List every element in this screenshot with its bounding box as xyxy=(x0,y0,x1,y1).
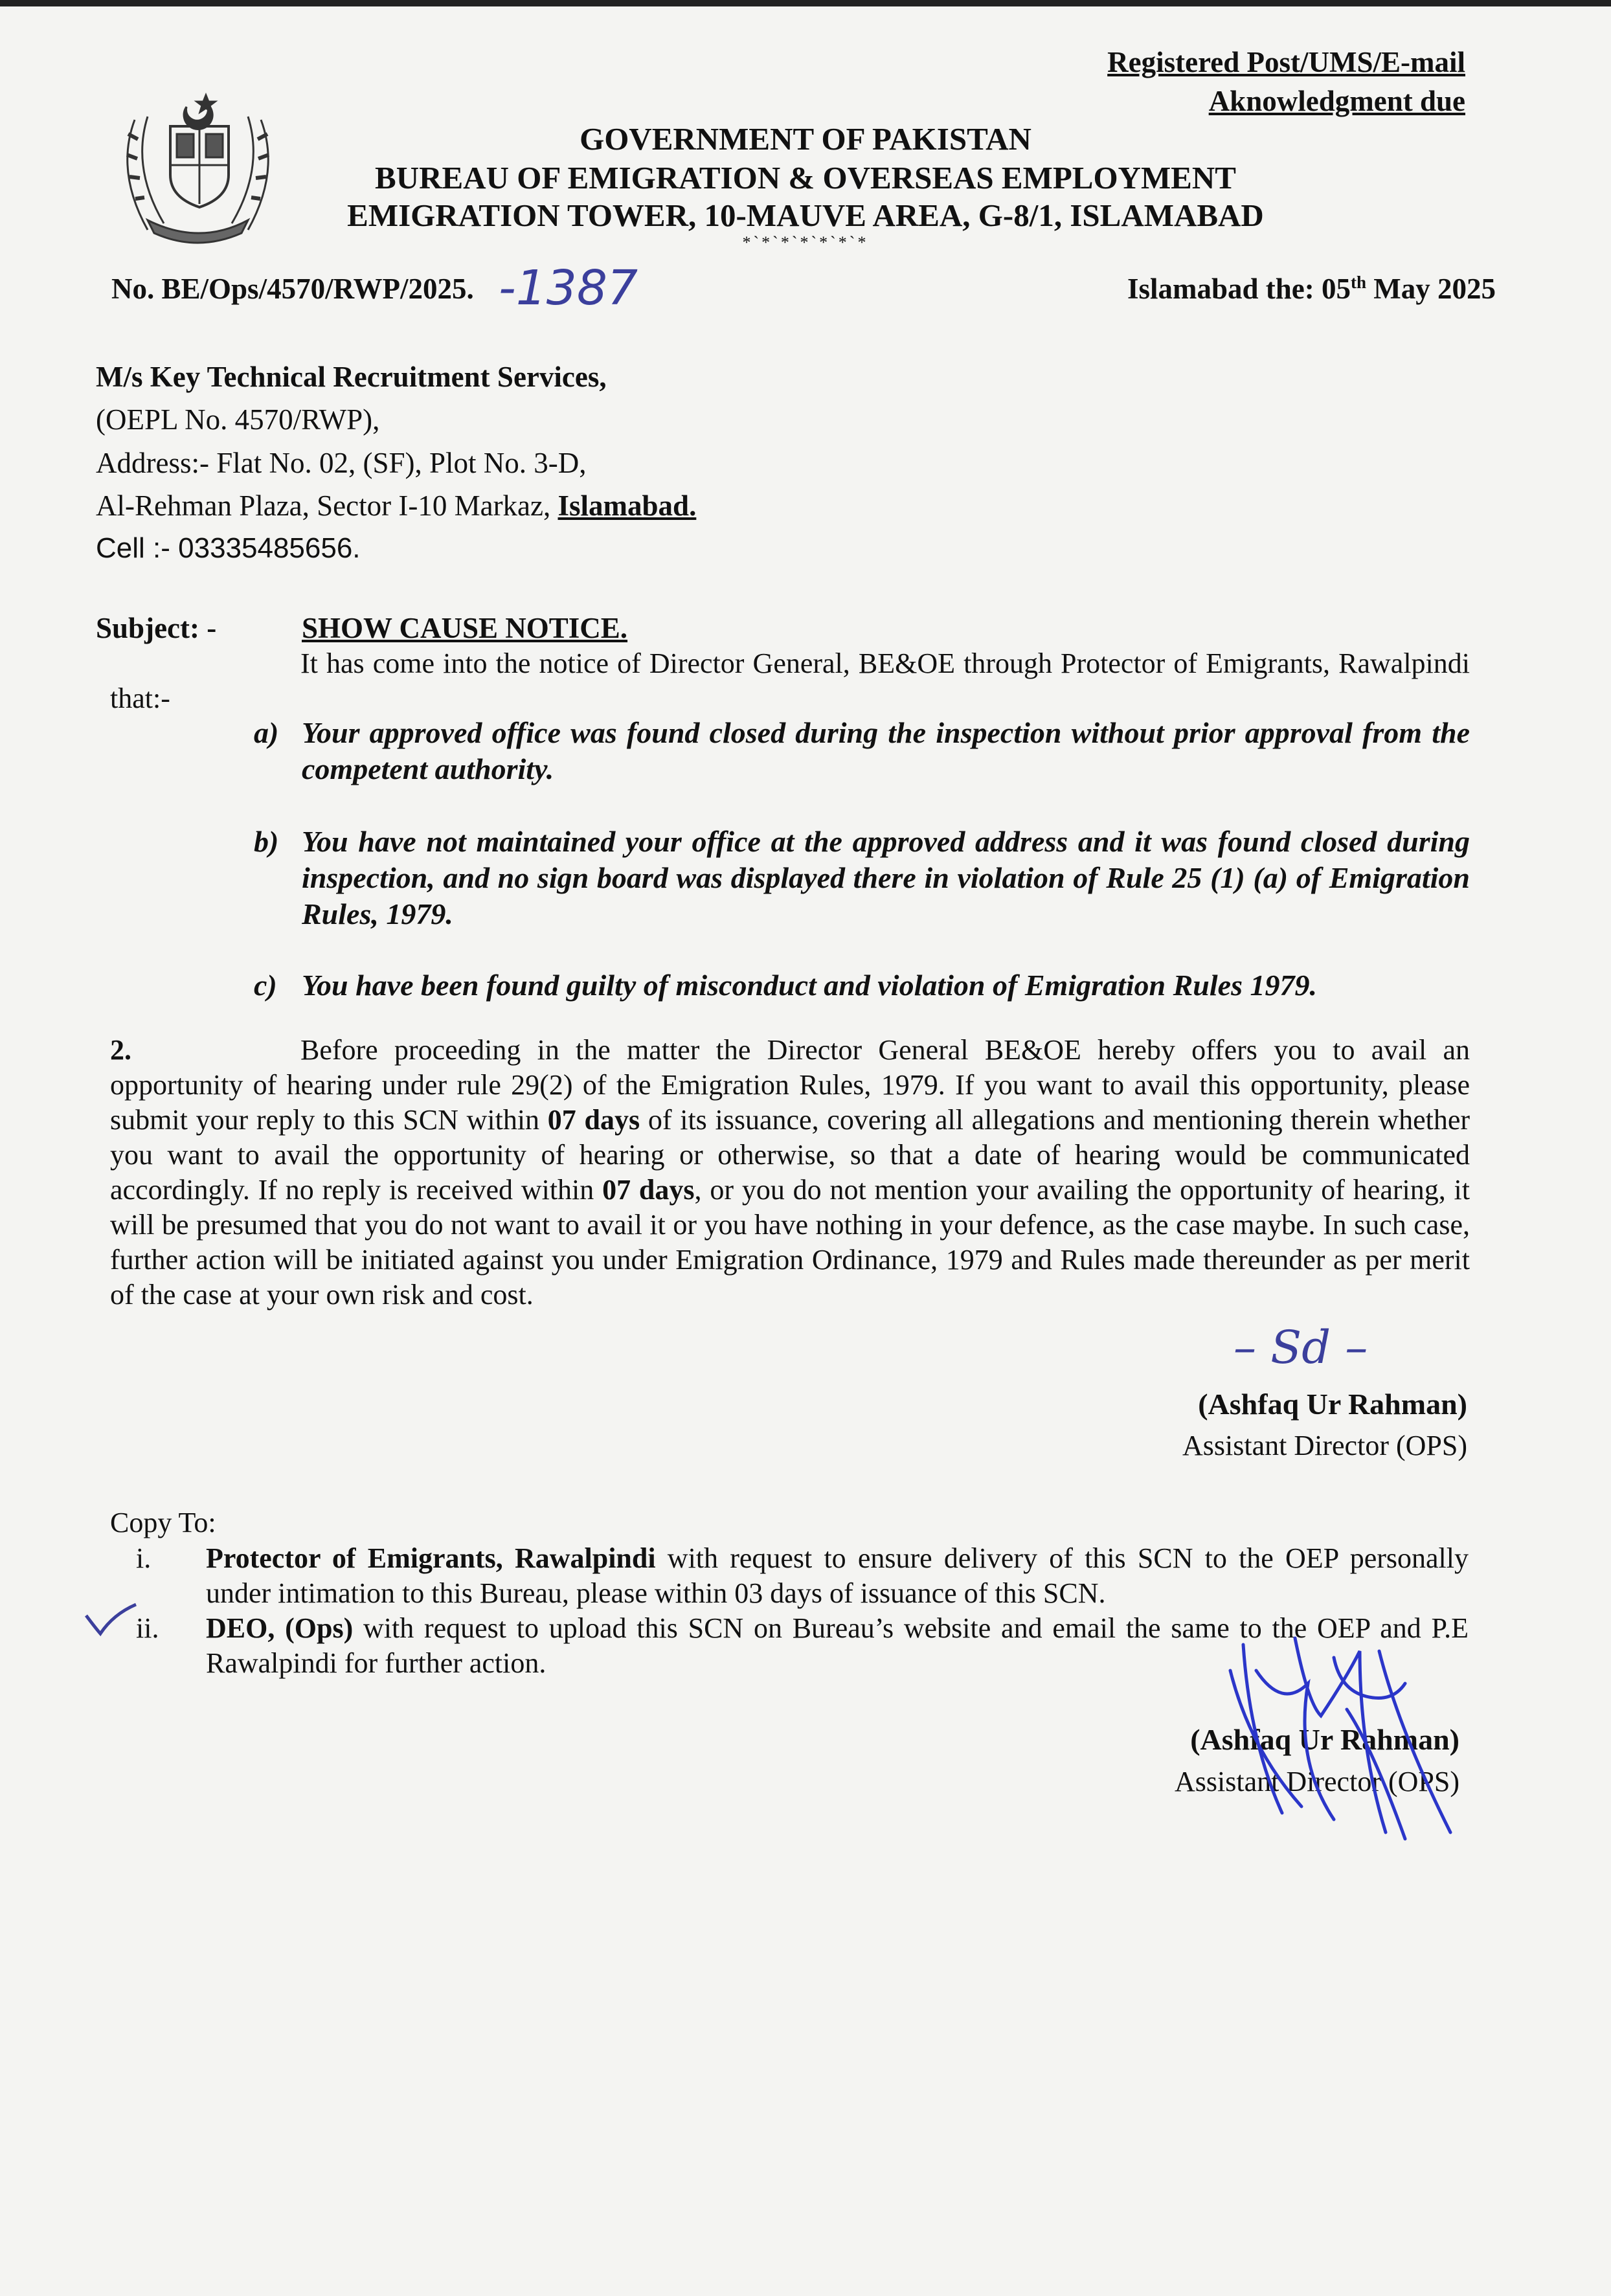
copy-item-number: ii. xyxy=(136,1612,159,1644)
hearing-text-1: Before proceeding in the matter the Director General BE&OE hereby offers you to avail an opportunity of hearing under rule 29(2) of the Emigration Rules, 1979. If you want to avail this opportunity, please submit your reply to this SCN within xyxy=(110,1034,1470,1136)
copy-instruction: with request to ensure delivery of this SCN to the OEP personally under intimation to this Bureau, please within 03 days of issuance of this SCN. xyxy=(206,1542,1469,1609)
header-line-3: EMIGRATION TOWER, 10-MAUVE AREA, G-8/1, ISLAMABAD xyxy=(347,197,1264,233)
copy-item-number: i. xyxy=(136,1542,152,1574)
copy-recipient: DEO, (Ops) xyxy=(206,1612,354,1644)
header-line-2: BUREAU OF EMIGRATION & OVERSEAS EMPLOYMENT xyxy=(375,160,1236,196)
issue-date xyxy=(1127,272,1496,306)
copy-item-i xyxy=(110,1541,1470,1612)
copy-to-label: Copy To: xyxy=(110,1507,216,1538)
addressee-name: M/s Key Technical Recruitment Services, xyxy=(96,361,607,393)
copy-instruction: with request to upload this SCN on Bureau’s website and email the same to the OEP and P.E Rawalpindi for further action. xyxy=(206,1612,1469,1679)
handwritten-sd-mark: – Sd – xyxy=(1234,1321,1368,1374)
allegation-b xyxy=(254,824,1470,934)
date-prefix: Islamabad the: 05 xyxy=(1127,273,1351,305)
allegation-text: You have not maintained your office at the approved address and it was found closed during inspection, and no sign board was displayed there in violation of Rule 25 (1) (a) of Emigration Rules, 1979. xyxy=(302,825,1470,930)
header-line-1: GOVERNMENT OF PAKISTAN xyxy=(580,121,1031,157)
addressee-address-1: Address:- Flat No. 02, (SF), Plot No. 3-D, xyxy=(96,447,587,479)
date-suffix: May 2025 xyxy=(1366,273,1496,305)
allegation-text: You have been found guilty of misconduct and violation of Emigration Rules 1979. xyxy=(302,969,1317,1002)
address-city: Islamabad. xyxy=(558,490,697,522)
deadline-days-1: 07 days xyxy=(547,1104,640,1136)
copy-item-text xyxy=(206,1541,1469,1611)
paragraph-number: 2. xyxy=(110,1034,131,1066)
subject-title: SHOW CAUSE NOTICE. xyxy=(302,612,628,644)
signatory-2-title: Assistant Director (OPS) xyxy=(1175,1766,1459,1797)
date-ordinal: th xyxy=(1351,273,1367,292)
ink-signature-icon xyxy=(1217,1632,1463,1845)
hearing-text-3: , or you do not mention your availing the opportunity of hearing, it will be presumed that you do not want to avail it or you have nothing in your defence, as the case maybe. In such case, further action will be initiated against you under Emigration Ordinance, 1979 and Rules made thereunder as per merit of the case at your own risk and cost. xyxy=(110,1174,1470,1311)
deadline-days-2: 07 days xyxy=(602,1174,695,1206)
hearing-text-2: of its issuance, covering all allegations and mentioning therein whether you want to avail the opportunity of hearing or otherwise, so that a date of hearing would be communicated accordingly. If no reply is received within xyxy=(110,1104,1470,1206)
allegation-a xyxy=(254,715,1470,793)
addressee-cell: Cell :- 03335485656. xyxy=(96,532,361,564)
scan-top-edge xyxy=(0,0,1611,6)
copy-recipient: Protector of Emigrants, Rawalpindi xyxy=(206,1542,656,1574)
signatory-title: Assistant Director (OPS) xyxy=(1182,1430,1467,1461)
reference-number: No. BE/Ops/4570/RWP/2025. xyxy=(111,273,474,305)
registered-line-2: Aknowledgment due xyxy=(1208,85,1465,117)
addressee-oepl: (OEPL No. 4570/RWP), xyxy=(96,403,380,436)
hearing-paragraph xyxy=(110,1033,1470,1312)
allegation-c xyxy=(254,967,1470,1006)
allegation-label: a) xyxy=(254,716,279,749)
header-stars: *`*`*`*`*`*`* xyxy=(742,233,869,252)
address-2-text: Al-Rehman Plaza, Sector I-10 Markaz, xyxy=(96,490,558,522)
handwritten-dispatch-number: -1387 xyxy=(499,260,638,316)
registered-post-note xyxy=(1107,43,1465,120)
tick-mark-icon xyxy=(83,1599,141,1638)
signatory-name: (Ashfaq Ur Rahman) xyxy=(1198,1388,1467,1421)
addressee-address-2 xyxy=(96,489,696,523)
signatory-2-name: (Ashfaq Ur Rahman) xyxy=(1190,1723,1459,1756)
allegation-label: c) xyxy=(254,969,277,1002)
subject-label: Subject: - xyxy=(96,612,217,644)
allegation-label: b) xyxy=(254,825,279,858)
allegation-text: Your approved office was found closed during the inspection without prior approval from the competent authority. xyxy=(302,716,1470,785)
intro-paragraph: It has come into the notice of Director General, BE&OE through Protector of Emigrants, Rawalpindi that:- xyxy=(110,647,1470,714)
registered-line-1: Registered Post/UMS/E-mail xyxy=(1107,46,1465,78)
